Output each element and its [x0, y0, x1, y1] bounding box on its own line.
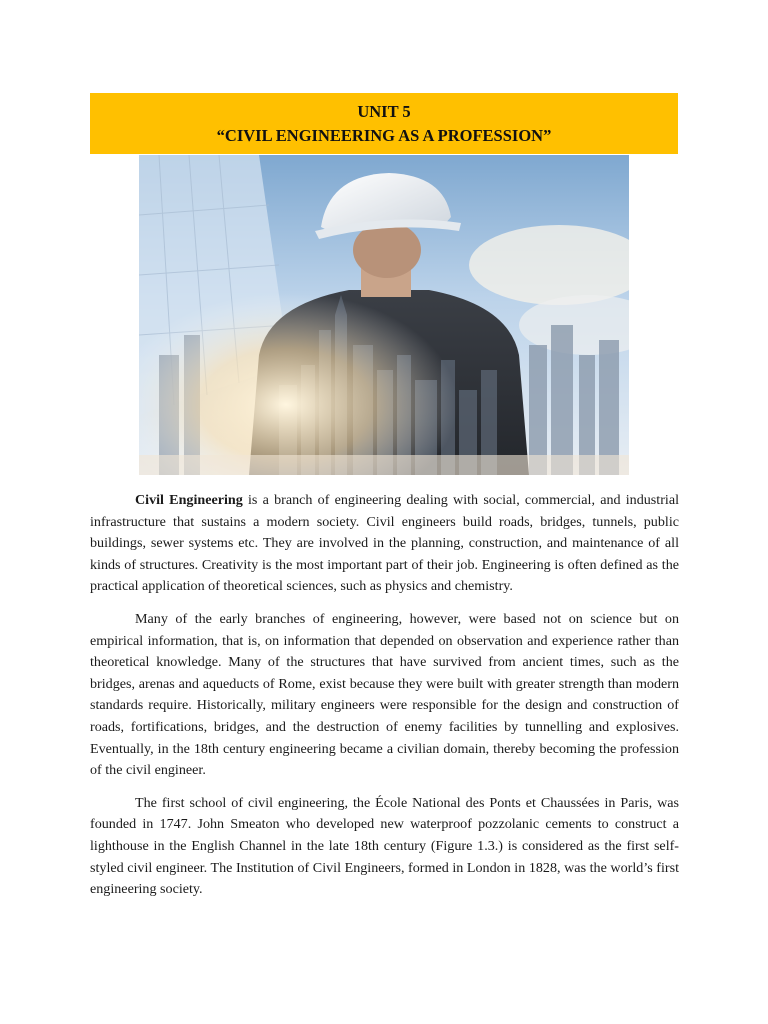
- paragraph-1-text: is a branch of engineering dealing with social, commercial, and industrial infrastructure that sustains a modern society. Civil engineers build roads, bridges, tunnels, public buildings, sewer systems etc. They are involved in the planning, construction, and maintenance of all kinds of structures. Creativity is the most important part of their job. Engineering is often defined as the practical application of theoretical sciences, such as physics and chemistry.: [90, 492, 679, 595]
- paragraph-1: [90, 490, 679, 598]
- paragraph-3: The first school of civil engineering, the École National des Ponts et Chaussées in Paris, was founded in 1747. John Smeaton who developed new waterproof pozzolanic cements to construct a lighthouse in the English Channel in the late 18th century (Figure 1.3.) is considered as the first self-styled civil engineer. The Institution of Civil Engineers, formed in London in 1828, was the world’s first engineering society.: [90, 794, 679, 898]
- paragraph-2: Many of the early branches of engineering, however, were based not on science but on empirical information, that is, on information that depended on observation and experience rather than theoretical knowledge. Many of the structures that have survived from ancient times, such as the bridges, arenas and aqueducts of Rome, exist because they were built with greater strength than modern standards require. Historically, military engineers were responsible for the design and construction of roads, fortifications, bridges, and the destruction of enemy facilities by tunnelling and explosives. Eventually, in the 18th century engineering became a civilian domain, thereby becoming the profession of the civil engineer.: [90, 610, 679, 779]
- unit-number: UNIT 5: [357, 101, 411, 121]
- term-civil-engineering: Civil Engineering: [135, 492, 243, 508]
- unit-title: “CIVIL ENGINEERING AS A PROFESSION”: [216, 125, 552, 145]
- unit-header-banner: [90, 93, 678, 154]
- body-text: [90, 490, 679, 912]
- engineer-in-hardhat-city-image: [139, 155, 629, 475]
